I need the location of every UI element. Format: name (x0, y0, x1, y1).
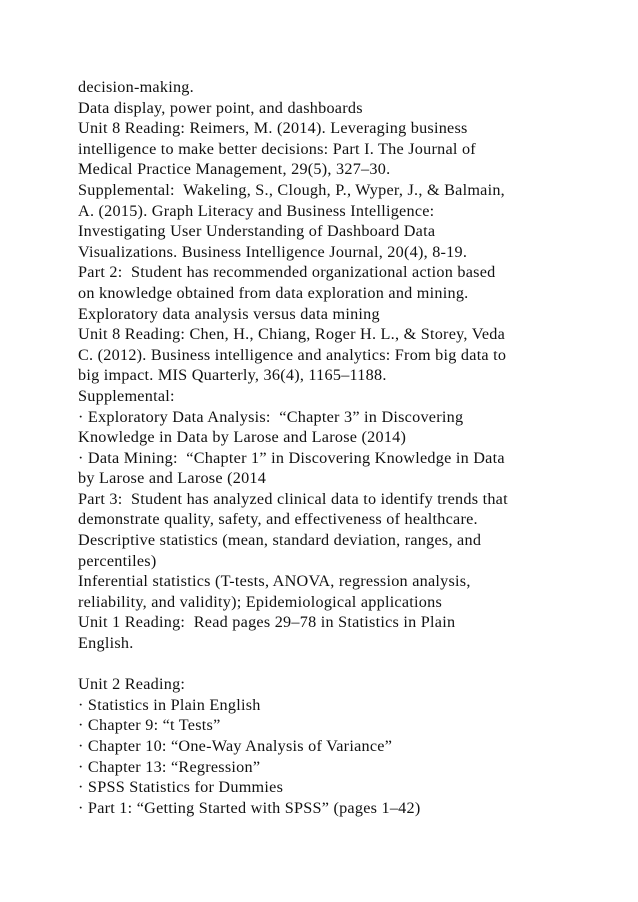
text-line: decision-making. (78, 78, 194, 96)
text-line: Supplemental: (78, 386, 175, 405)
text-line: percentiles) (78, 551, 157, 570)
text-line: Knowledge in Data by Larose and Larose (2014) (78, 428, 407, 447)
list-item: · Chapter 10: “One-Way Analysis of Variance” (78, 737, 393, 755)
text-line: C. (2012). Business intelligence and analytics: From big data to (78, 345, 507, 364)
text-line: Part 3: Student has analyzed clinical data to identify trends that (78, 489, 508, 508)
list-item: · Statistics in Plain English (78, 695, 261, 714)
text-line: Unit 2 Reading: (78, 675, 186, 694)
text-line: Investigating User Understanding of Dashboard Data (78, 222, 436, 241)
text-line: Unit 8 Reading: Chen, H., Chiang, Roger H. L., & Storey, Veda (78, 325, 506, 344)
text-line: demonstrate quality, safety, and effectiveness of healthcare. (78, 510, 478, 529)
list-item: · SPSS Statistics for Dummies (78, 778, 284, 797)
text-line: Supplemental: Wakeling, S., Clough, P., Wyper, J., & Balmain, (78, 180, 505, 199)
list-item: · Chapter 13: “Regression” (78, 757, 261, 776)
text-line: Exploratory data analysis versus data mining (78, 304, 380, 323)
text-line: on knowledge obtained from data exploration and mining. (78, 283, 469, 302)
text-line: · Exploratory Data Analysis: “Chapter 3” in Discovering (78, 407, 464, 426)
text-line: Part 2: Student has recommended organizational action based (78, 263, 496, 282)
text-line: Unit 8 Reading: Reimers, M. (2014). Leveraging business (78, 119, 468, 138)
text-line: Inferential statistics (T-tests, ANOVA, regression analysis, (78, 572, 471, 591)
text-line: Descriptive statistics (mean, standard deviation, ranges, and (78, 531, 482, 550)
text-line: big impact. MIS Quarterly, 36(4), 1165–1188. (78, 366, 387, 385)
text-line: Medical Practice Management, 29(5), 327–30. (78, 160, 391, 179)
text-line: Unit 1 Reading: Read pages 29–78 in Statistics in Plain (78, 613, 456, 632)
text-line: · Data Mining: “Chapter 1” in Discovering Knowledge in Data (78, 448, 505, 467)
list-item: · Chapter 9: “t Tests” (78, 716, 221, 735)
text-line: Visualizations. Business Intelligence Journal, 20(4), 8-19. (78, 242, 468, 261)
blank-line (78, 654, 578, 675)
text-line: A. (2015). Graph Literacy and Business Intelligence: (78, 201, 435, 220)
text-line: reliability, and validity); Epidemiological applications (78, 592, 443, 611)
text-line: intelligence to make better decisions: Part I. The Journal of (78, 139, 476, 158)
text-line: by Larose and Larose (2014 (78, 469, 267, 488)
document-body (78, 77, 578, 818)
text-line: Data display, power point, and dashboards (78, 98, 363, 117)
list-item: · Part 1: “Getting Started with SPSS” (pages 1–42) (78, 798, 421, 817)
text-line: English. (78, 634, 134, 653)
